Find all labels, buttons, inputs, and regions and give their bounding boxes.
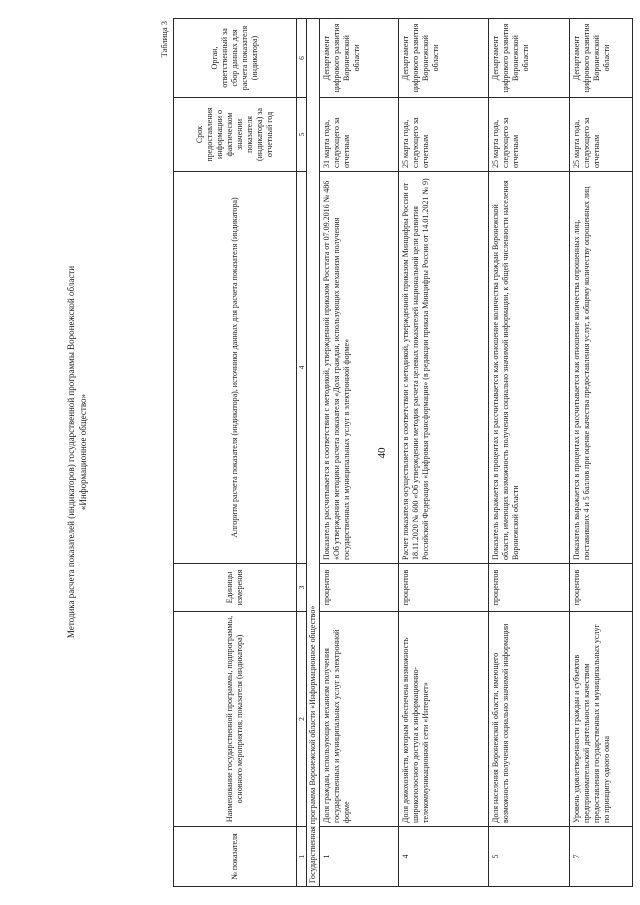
indicator-unit: процентов [570,564,633,612]
indicator-algorithm: Показатель рассчитывается в соответствии с методикой, утвержденной приказом Росстата от 07.09.2016 № 486 «Об утверждении методики расчета показателя «Доля граждан, использующих механизм получения государственных и муниципальных услуг в электронной форме» [320,172,399,564]
indicator-deadline: 25 марта года, следующего за отчетным [570,98,633,172]
indicator-deadline: 25 марта года, следующего за отчетным [489,98,570,172]
indicator-name: Доля домохозяйств, которым обеспечена возможность широкополосного доступа к информационно-телекоммуникационной сети «Интернет» [399,612,489,827]
indicator-algorithm: Показатель выражается в процентах и рассчитывается как отношение количества граждан Воронежской области, имеющих возможность получения социально значимой информации, к общей численности населения Воронежской области [489,172,570,564]
column-number: 4 [297,172,307,564]
title-line-2: «Информационное общество» [78,393,89,511]
indicator-deadline: 31 марта года, следующего за отчетным [320,98,399,172]
indicator-deadline: 25 марта года, следующего за отчетным [399,98,489,172]
indicator-unit: процентов [399,564,489,612]
table-row [489,19,570,887]
table-row [320,19,399,887]
header-responsible-organ: Орган, ответственный за сбор данных для расчета показателя (индикатора) [174,19,297,98]
indicator-number: 4 [399,827,489,887]
table-row [399,19,489,887]
indicator-organ: Департамент цифрового развития Воронежской области [399,19,489,98]
indicator-unit: процентов [489,564,570,612]
column-number-row [297,19,307,887]
table-header-row [174,19,297,887]
title-line-1: Методика расчета показателей (индикаторов) государственной программы Воронежской области [66,265,76,639]
header-indicator-number: № показателя [174,827,297,887]
indicator-unit: процентов [320,564,399,612]
rotated-table-block [159,19,612,887]
page-number: 40 [376,447,388,459]
indicator-organ: Департамент цифрового развития Воронежской области [320,19,399,98]
column-number: 5 [297,98,307,172]
column-number: 3 [297,564,307,612]
indicator-name: Доля граждан, использующих механизм получения государственных и муниципальных услуг в электронной форме [320,612,399,827]
document-title [65,42,119,862]
header-indicator-name: Наименование государственной программы, подпрограммы, основного мероприятия, показателя (индикатора) [174,612,297,827]
section-title: Государственная программа Воронежской области «Информационное общество» [307,19,320,887]
table-row [570,19,633,887]
column-number: 2 [297,612,307,827]
table-label: Таблица 3 [159,21,169,58]
section-row [307,19,320,887]
header-deadline: Срок предоставления информации о фактическом значении показателя (индикатора) за отчетный год [174,98,297,172]
header-unit: Единицы измерения [174,564,297,612]
indicator-name: Доля населения Воронежской области, имеющего возможность получения социально значимой информации [489,612,570,827]
header-algorithm: Алгоритм расчета показателя (индикатора), источники данных для расчета показателя (индикатора) [174,172,297,564]
indicator-algorithm: Показатель выражается в процентах и рассчитывается как отношение количества опрошенных лиц, поставивших 4 и 5 баллов при оценке качества предоставления услуг, к общему количеству опрошенных лиц [570,172,633,564]
indicator-methodology-table [173,18,633,887]
indicator-organ: Департамент цифрового развития Воронежской области [489,19,570,98]
indicator-name: Уровень удовлетворенности граждан и субъектов предпринимательской деятельности качеством предоставления государственных и муниципальных услуг по принципу одного окна [570,612,633,827]
column-number: 1 [297,827,307,887]
column-number: 6 [297,19,307,98]
indicator-number: 1 [320,827,399,887]
indicator-organ: Департамент цифрового развития Воронежской области [570,19,633,98]
indicator-number: 5 [489,827,570,887]
indicator-number: 7 [570,827,633,887]
indicator-algorithm: Расчет показателя осуществляется в соответствии с методикой, утвержденной приказом Минцифры России от 18.11.2020 № 600 «Об утверждении методик расчета целевых показателей национальной цели развития Российской Федерации «Цифровая трансформация» (в редакции приказа Минцифры России от 14.01.2021 № 9) [399,172,489,564]
